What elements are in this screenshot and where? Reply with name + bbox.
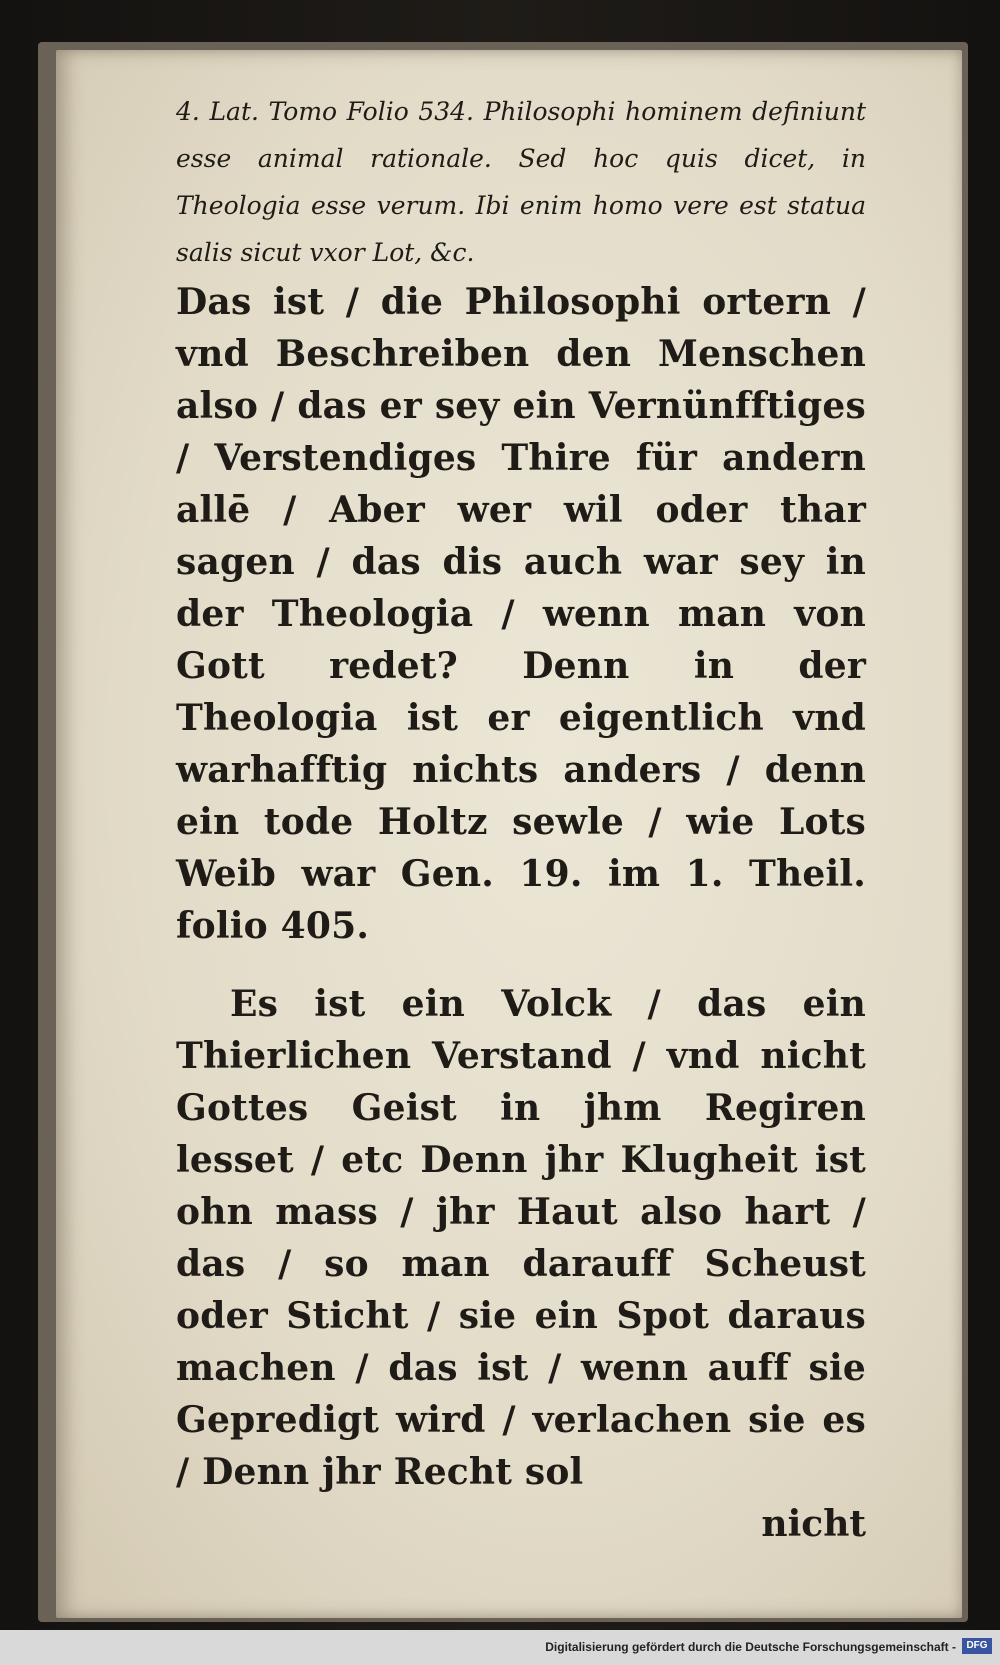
german-paragraph-1: Das ist / die Philosophi ortern / vnd Beschreiben den Menschen also / das er sey ein Vernünfftiges / Verstendiges Thire für andern allē / Aber wer wil oder thar sagen / das dis auch war sey in der Theologia / wenn man von Gott redet? Denn in der Theologia ist er eigentlich vnd warhafftig nichts anders / denn ein tode Holtz sewle / wie Lots Weib war Gen. 19. im 1. Theil. folio 405. xyxy=(176,281,866,947)
footer-bar xyxy=(0,1630,1000,1665)
latin-passage: 4. Lat. Tomo Folio 534. Philosophi hominem definiunt esse animal rationale. Sed hoc quis dicet, in Theologia esse verum. Ibi enim homo vere est statua salis sicut vxor Lot, &c. xyxy=(176,97,866,267)
catchword: nicht xyxy=(761,1503,866,1545)
footer-credit: Digitalisierung gefördert durch die Deutsche Forschungsgemeinschaft - xyxy=(545,1640,956,1654)
german-paragraph-2: Es ist ein Volck / das ein Thierlichen Verstand / vnd nicht Gottes Geist in jhm Regiren lesset / etc Denn jhr Klugheit ist ohn mass / jhr Haut also hart / das / so man darauff Scheust oder Sticht / sie ein Spot daraus machen / das ist / wenn auff sie Gepredigt wird / verlachen sie es / Denn jhr Recht sol xyxy=(176,983,866,1493)
page-text xyxy=(176,88,866,1550)
dfg-logo-icon: DFG xyxy=(962,1638,992,1654)
